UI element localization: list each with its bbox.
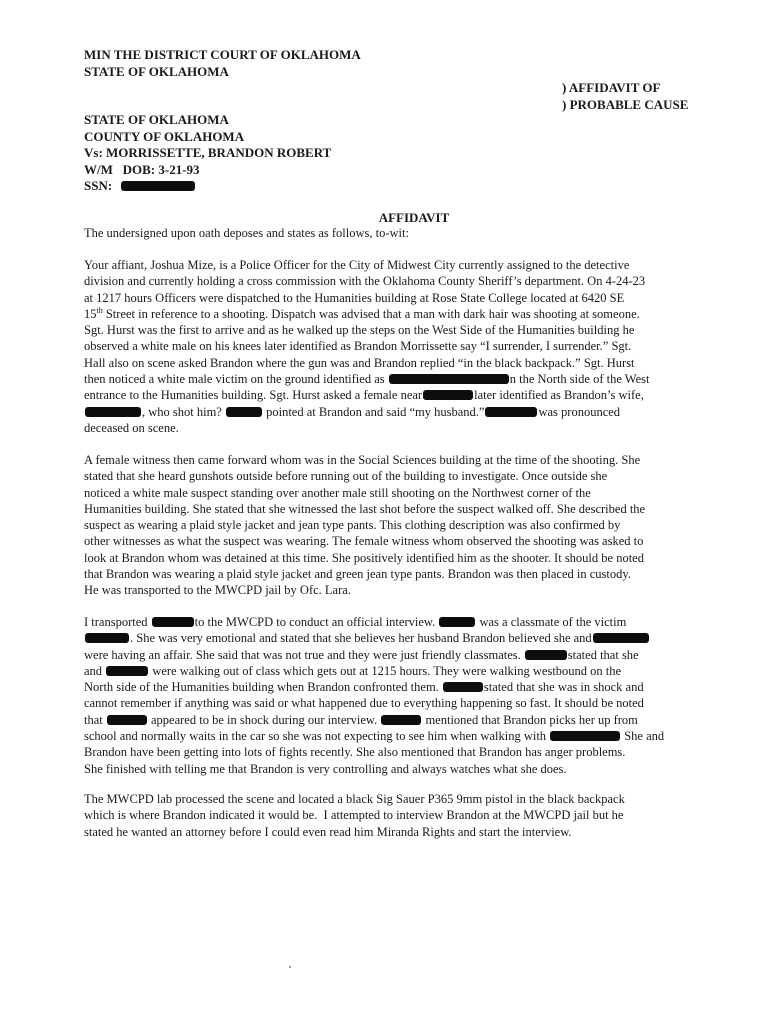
- text-line: noticed a white male suspect standing over another male still shooting on the Northwest corner of the: [84, 485, 591, 500]
- text-line: She finished with telling me that Brandon is very controlling and always watches what she does.: [84, 761, 567, 776]
- court-state-line: STATE OF OKLAHOMA: [84, 64, 229, 79]
- text-line: other witnesses as what the suspect was wearing. The female witness whom observed the shooting was asked to: [84, 534, 644, 549]
- case-caption-block: [84, 112, 331, 195]
- text-line: school and normally waits in the car so she was not expecting to see him when walking with She and: [84, 729, 665, 744]
- redaction-mark: [423, 390, 473, 400]
- text-line: then noticed a white male victim on the ground identified as n the North side of the West: [84, 372, 650, 387]
- redaction-mark: [593, 633, 649, 643]
- text-line: I transported to the MWCPD to conduct an official interview. was a classmate of the victim: [84, 615, 627, 629]
- text-line: Humanities building. She stated that she witnessed the last shot before the suspect walked off. She described the: [84, 501, 646, 516]
- text-line: Hall also on scene asked Brandon where the gun was and Brandon replied “in the black backpack.” Sgt. Hurst: [84, 355, 635, 370]
- case-county: COUNTY OF OKLAHOMA: [84, 128, 245, 144]
- paragraph-2: [84, 452, 704, 599]
- text-line: He was transported to the MWCPD jail by Ofc. Lara.: [84, 583, 351, 598]
- text-line: suspect as wearing a plaid style jacket and jean type pants. This clothing description was also confirmed by: [84, 518, 621, 533]
- paragraph-4: [84, 791, 704, 840]
- redaction-mark: [485, 407, 537, 417]
- redaction-mark: [85, 633, 129, 643]
- text-line: were having an affair. She said that was not true and they were just friendly classmates. stated that she: [84, 647, 639, 662]
- text-line: A female witness then came forward whom was in the Social Sciences building at the time of the shooting. She: [84, 453, 641, 467]
- paragraph-3: [84, 614, 704, 777]
- text-line: that Brandon was wearing a plaid style jacket and green jean type pants. Brandon was then placed in custody.: [84, 567, 631, 582]
- case-state: STATE OF OKLAHOMA: [84, 112, 229, 127]
- text-line: and were walking out of class which gets out at 1215 hours. They were walking westbound on the: [84, 663, 622, 678]
- text-line: stated that she heard gunshots outside before running out of the building to investigate. Once outside she: [84, 469, 608, 484]
- text-line: which is where Brandon indicated it would be. I attempted to interview Brandon at the MWCPD jail but he: [84, 808, 624, 823]
- text-line: observed a white male on his knees later identified as Brandon Morrissette say “I surrender, I surrender.” Sgt.: [84, 339, 632, 354]
- redaction-mark: [550, 731, 620, 741]
- text-line: . She was very emotional and stated that she believes her husband Brandon believed she and: [84, 630, 704, 646]
- text-line: North side of the Humanities building when Brandon confronted them. stated that she was in shock and: [84, 680, 644, 695]
- caption-affidavit-of: ) AFFIDAVIT OF: [562, 80, 661, 95]
- redaction-mark: [121, 181, 195, 191]
- text-line: , who shot him? pointed at Brandon and said “my husband.” was pronounced: [84, 404, 704, 420]
- caption-probable-cause: ) PROBABLE CAUSE: [562, 97, 689, 112]
- affidavit-intro: The undersigned upon oath deposes and states as follows, to-wit:: [84, 226, 409, 240]
- redaction-mark: [389, 374, 509, 384]
- case-ssn: [84, 178, 331, 195]
- ssn-label: SSN:: [84, 178, 113, 193]
- text-line: deceased on scene.: [84, 420, 179, 435]
- redaction-mark: [107, 715, 147, 725]
- text-line: Your affiant, Joshua Mize, is a Police Officer for the City of Midwest City currently assigned to the detective: [84, 258, 630, 272]
- case-defendant: Vs: MORRISSETTE, BRANDON ROBERT: [84, 145, 332, 160]
- text-line: Sgt. Hurst was the first to arrive and as he walked up the steps on the West Side of the Humanities building he: [84, 323, 635, 338]
- redaction-mark: [226, 407, 262, 417]
- text-line: look at Brandon whom was detained at this time. She positively identified him as the shooter. It should be noted: [84, 550, 644, 565]
- paragraph-1: [84, 257, 704, 436]
- case-race-sex-dob: W/M DOB: 3-21-93: [84, 161, 200, 177]
- redaction-mark: [443, 682, 483, 692]
- redaction-mark: [85, 407, 141, 417]
- text-line: cannot remember if anything was said or what happened due to everything happening so fast. It should be noted: [84, 696, 644, 711]
- scan-speck: [289, 966, 291, 968]
- affidavit-title: AFFIDAVIT: [378, 210, 450, 225]
- text-line: at 1217 hours Officers were dispatched to the Humanities building at Rose State College located at 6420 SE: [84, 290, 625, 305]
- redaction-mark: [106, 666, 148, 676]
- text-line: stated he wanted an attorney before I could even read him Miranda Rights and start the interview.: [84, 824, 572, 839]
- redaction-mark: [439, 617, 475, 627]
- redaction-mark: [152, 617, 194, 627]
- text-line: division and currently holding a cross commission with the Oklahoma County Sheriff’s department. On 4-24-23: [84, 274, 646, 289]
- court-name-line: MIN THE DISTRICT COURT OF OKLAHOMA: [84, 47, 361, 62]
- text-line: Brandon have been getting into lots of fights recently. She also mentioned that Brandon has anger problems.: [84, 745, 626, 760]
- redaction-mark: [525, 650, 567, 660]
- text-line: entrance to the Humanities building. Sgt. Hurst asked a female near later identified as Brandon’s wife,: [84, 388, 644, 403]
- text-line: that appeared to be in shock during our interview. mentioned that Brandon picks her up from: [84, 712, 638, 727]
- text-line: The MWCPD lab processed the scene and located a black Sig Sauer P365 9mm pistol in the black backpack: [84, 792, 625, 806]
- redaction-mark: [381, 715, 421, 725]
- text-line: 15th Street in reference to a shooting. Dispatch was advised that a man with dark hair was shooting at someone.: [84, 305, 640, 321]
